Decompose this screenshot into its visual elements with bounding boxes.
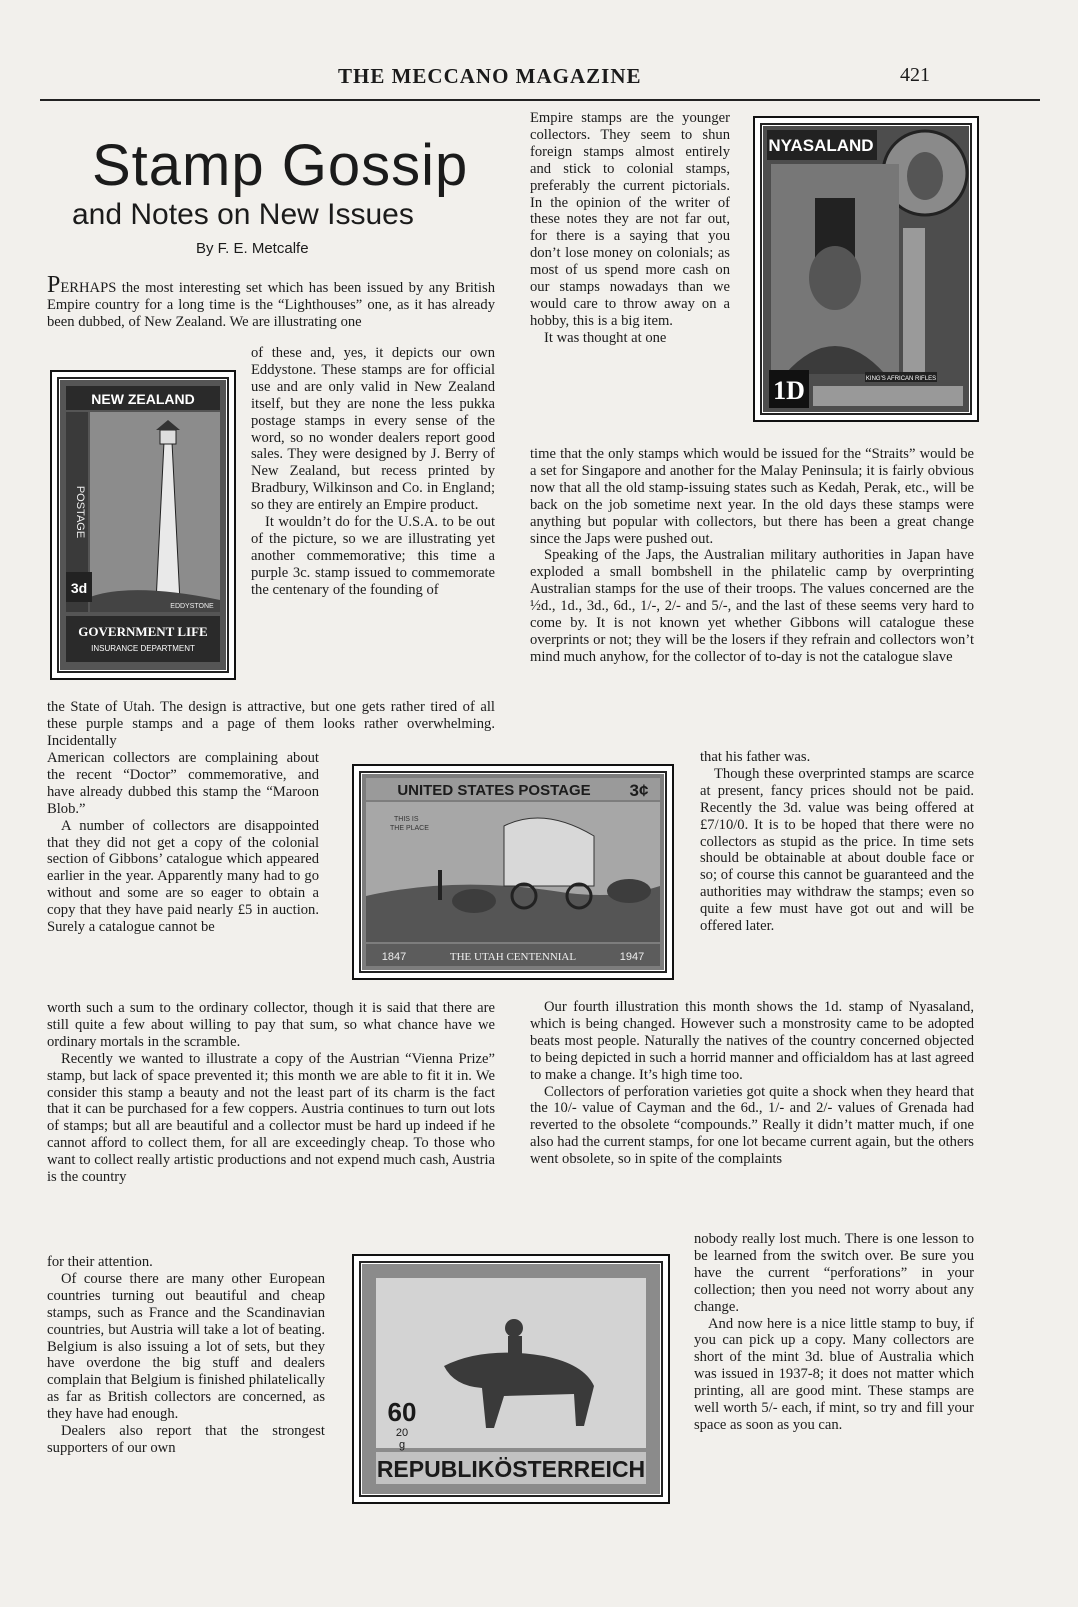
nz-country-label: NEW ZEALAND — [91, 391, 195, 407]
covered-wagon-stamp-art — [354, 766, 672, 978]
page-number: 421 — [900, 64, 930, 86]
nz-footer-1: GOVERNMENT LIFE — [78, 624, 208, 639]
overprint-paragraph: that his father was. Though these overprinted stamps are scarce at present, fancy prices should not be paid. Recently the 3d. value was being offered at £7/10/0. It is to be hoped that there were no collectors as stupid as the price. In time sets should be obtainable at about double face or so; of course this cannot be guaranteed and the authorities may withdraw the stamps; even so quite a few must have got out and will be offered later. — [700, 749, 974, 935]
europe-paragraph: for their attention. Of course there are many other European countries turning out beautiful and cheap stamps, such as France and the Scandinavian countries, but Austria will take a lot of beating. Belgium is also issuing a lot of sets, but they have overdone the big stuff and dealers complain that Belgium is finished philatelically as far as British collectors are concerned, as they have had enough. Dealers also report that the strongest supporters of our own — [47, 1254, 325, 1456]
austria-surcharge: 20 — [395, 1427, 409, 1439]
us-caption-1: THIS IS — [394, 816, 419, 823]
gibbons-paragraph: worth such a sum to the ordinary collector, though it is said that there are still quite a few about willing to pay that sum, so what chance have we ordinary mortals in the scramble. Recently we wanted to illustrate a copy of the Austrian “Vienna Prize” stamp, but lack of space prevented it; this month we are able to fit it in. We consider this stamp a beauty and not the least part of its charm is the fact that it can be purchased for a few coppers. Austria continues to turn out lots of stamps; but all are beautiful and a collector must be hard up indeed if he cannot afford to collect them, for all are exceedingly cheap. To those who want to collect really artistic productions and not expend much cash, Austria is the country — [47, 1000, 495, 1186]
austria-value: 60 — [387, 1397, 417, 1427]
article-byline: By F. E. Metcalfe — [196, 240, 309, 257]
nyasaland-country-label: NYASALAND — [768, 136, 874, 155]
vienna-prize-stamp-art — [354, 1256, 668, 1502]
header-rule — [40, 99, 1040, 101]
utah-paragraph: the State of Utah. The design is attractive, but one gets rather tired of all these purple stamps and a page of them looks rather overwhelming. Incidentally — [47, 699, 495, 749]
nyasaland-footer: KING'S AFRICAN RIFLES — [865, 376, 937, 382]
us-value: 3¢ — [629, 781, 649, 800]
magazine-name: THE MECCANO MAGAZINE — [338, 64, 642, 88]
doctor-paragraph: American collectors are complaining about the recent “Doctor” commemorative, and have already dubbed this stamp the “Maroon Blob.” A number of collectors are disappointed that they did not get a copy of the colonial section of Gibbons’ catalogue which appeared earlier in the year. Apparently many had to go without and some are so eager to obtain a copy that they have paid nearly £5 in auction. Surely a catalogue cannot be — [47, 750, 319, 936]
new-zealand-stamp-image — [50, 370, 236, 680]
nyasaland-value: 1D — [773, 376, 805, 405]
lighthouse-stamp-art — [52, 372, 234, 678]
intro-paragraph: PERHAPS the most interesting set which has been issued by any British Empire country for a long time is the “Lighthouses” one, as it has already been dubbed, of New Zealand. We are illustrating one — [47, 272, 495, 330]
nz-value: 3d — [70, 580, 88, 596]
nz-footer-2: INSURANCE DEPARTMENT — [91, 644, 195, 653]
austria-footer: REPUBLIKÖSTERREICH — [376, 1456, 646, 1482]
empire-paragraph: Empire stamps are the younger collectors. They seem to shun foreign stamps almost entirely and stick to colonial stamps, preferably the current pictorials. In the opinion of the writer of these notes they are not far out, for there is a saying that you don’t lose money on colonials; as most of us spend more cash on our stamps nowadays than we would care to throw away on a hobby, this is a big item. It was thought at one — [530, 110, 730, 346]
us-country-label: UNITED STATES POSTAGE — [397, 782, 591, 799]
nz-eddystone-label: EDDYSTONE — [170, 603, 214, 610]
eddystone-paragraph: of these and, yes, it depicts our own Eddystone. These stamps are for official use and are only valid in New Zealand itself, but they are none the less pukka postage stamps in every sense of the word, so no wonder dealers report good sales. They were designed by J. Berry of New Zealand, but recess printed by Bradbury, Wilkinson and Co. in England; so they are entirely an Empire product. It wouldn’t do for the U.S.A. to be out of the picture, so we are illustrating yet another commemorative; this time a purple 3c. stamp issued to commemorate the centenary of the founding of — [251, 345, 495, 598]
us-year-2: 1947 — [619, 951, 645, 963]
nz-postage-label: POSTAGE — [74, 485, 86, 539]
austria-stamp-image — [352, 1254, 670, 1504]
article-subtitle: and Notes on New Issues — [72, 198, 414, 231]
austria-unit: g — [398, 1439, 406, 1451]
us-footer: THE UTAH CENTENNIAL — [449, 951, 577, 963]
perforation-paragraph: nobody really lost much. There is one lesson to be learned from the switch over. Be sure you have the current “perforations” in your collection; then you need not worry about any change. And now here is a nice little stamp to buy, if you can pick up a copy. Many collectors are short of the mint 3d. blue of Australia which was issued in 1937-8; it does not matter which printing, all are good mint. These stamps are well worth 5/- each, if mint, so try and fill your space as soon as you can. — [694, 1231, 974, 1433]
drop-cap: P — [47, 272, 61, 298]
us-caption-2: THE PLACE — [390, 825, 429, 832]
straits-paragraph: time that the only stamps which would be issued for the “Straits” would be a set for Singapore and another for the Malay Peninsula; it is fairly obvious now that all the old stamp-issuing states such as Kedah, Perak, etc., will be back on the job sometime next year. In the old days these stamps were anything but popular with collectors, but there has been a great change since the Japs were pushed out. Speaking of the Japs, the Australian military authorities in Japan have exploded a small bombshell in the philatelic camp by overprinting Australian stamps for the use of their troops. The values concerned are the ½d., 1d., 3d., 6d., 1/-, 2/- and 5/-, and the last of these seems very hard to come by. It is not known yet whether Gibbons will catalogue these overprints or not; they will be the losers if they refrain and collectors won’t mind much anyhow, for the collector of to-day is not the catalogue slave — [530, 446, 974, 665]
kings-african-rifles-stamp-art — [755, 118, 977, 420]
nyasaland-stamp-image — [753, 116, 979, 422]
us-year-1: 1847 — [381, 951, 407, 963]
nyasaland-paragraph: Our fourth illustration this month shows the 1d. stamp of Nyasaland, which is being changed. However such a monstrosity came to be adopted beats most people. Naturally the natives of the country concerned objected to being depicted in such a horrid manner and officialdom has at last agreed to make a change. It’s high time too. Collectors of perforation varieties got quite a shock when they heard that the 10/- value of Cayman and the 6d., 1/- and 2/- values of Grenada had reverted to the obsolete “compounds.” Really it didn’t matter much, if one also had the current stamps, for one lot became current again, but the others went obsolete, so in spite of the complaints — [530, 999, 974, 1168]
united-states-stamp-image — [352, 764, 674, 980]
article-title: Stamp Gossip — [92, 133, 469, 198]
